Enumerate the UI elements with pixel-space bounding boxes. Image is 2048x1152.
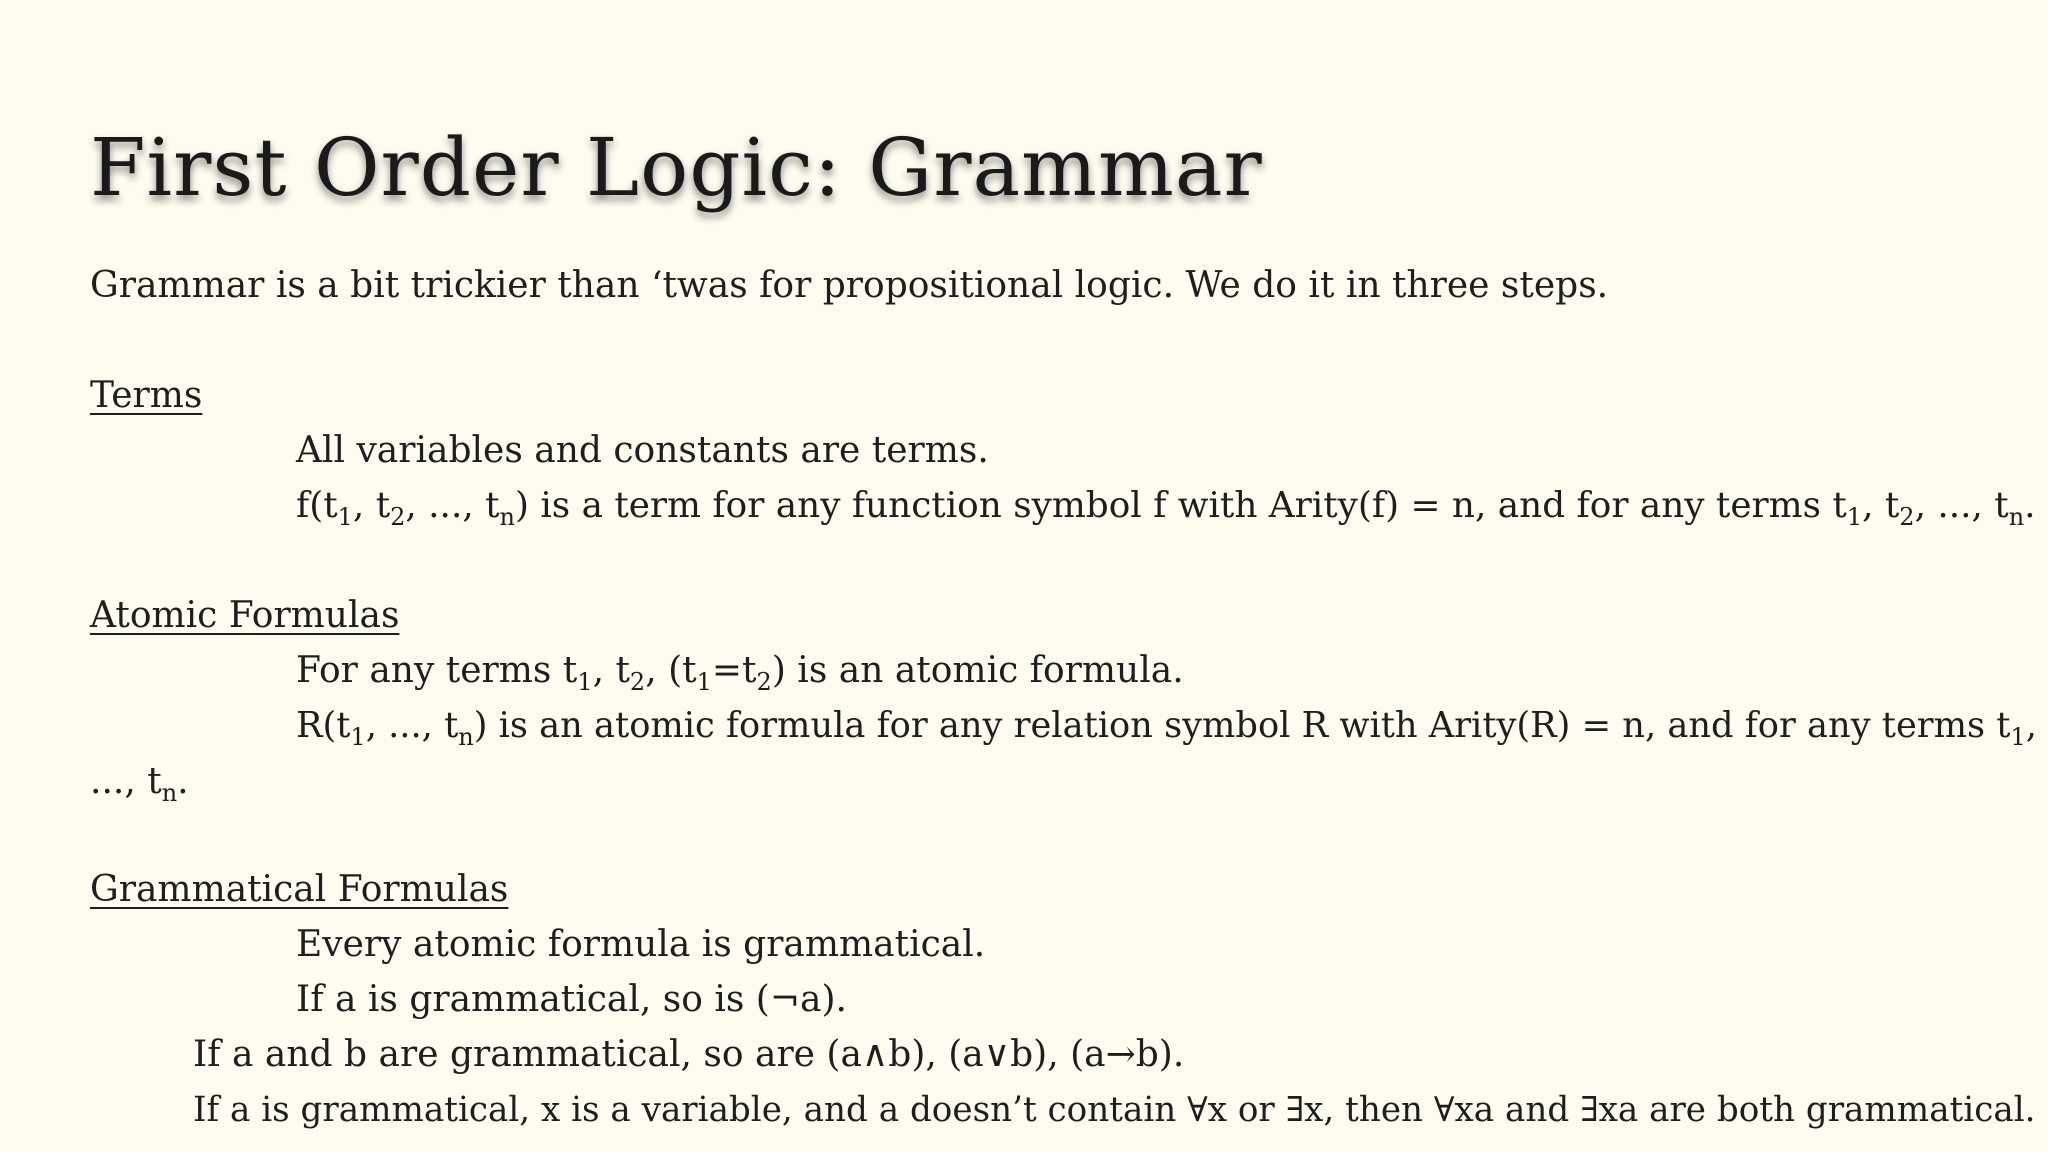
grammatical-rule-3: If a and b are grammatical, so are (a∧b), (a∨b), (a→b). [193,1034,1185,1075]
grammatical-rule-4: If a is grammatical, x is a variable, and a doesn’t contain ∀x or ∃x, then ∀xa and ∃xa are both grammatical. [193,1090,2036,1130]
atomic-rule-2: $R(t_1$, ..., $t_n$) is an atomic formula for any relation symbol R with Arity(R) = n, and for any terms $t_1$, [296,705,2037,751]
grammatical-rule-2: If a is grammatical, so is (¬a). [296,979,847,1020]
section-heading-atomic-formulas: Atomic Formulas [90,595,400,636]
slide-title: First Order Logic: Grammar [90,121,1263,214]
section-heading-terms: Terms [90,375,203,416]
intro-text: Grammar is a bit trickier than ‘twas for propositional logic. We do it in three steps. [90,265,1609,306]
terms-rule-2: $f(t_1$, $t_2$, ..., $t_n$) is a term for any function symbol f with Arity(f) = n, and for any terms $t_1$, $t_2$, ..., $t_n$. [296,485,2036,531]
atomic-rule-1: For any terms $t_1$, $t_2$, $(t_1=t_2)$ is an atomic formula. [296,650,1184,696]
terms-rule-1: All variables and constants are terms. [296,430,989,471]
section-heading-grammatical-formulas: Grammatical Formulas [90,869,509,910]
grammatical-rule-1: Every atomic formula is grammatical. [296,924,986,965]
atomic-rule-2-continued: ..., $t_n$. [90,761,189,807]
